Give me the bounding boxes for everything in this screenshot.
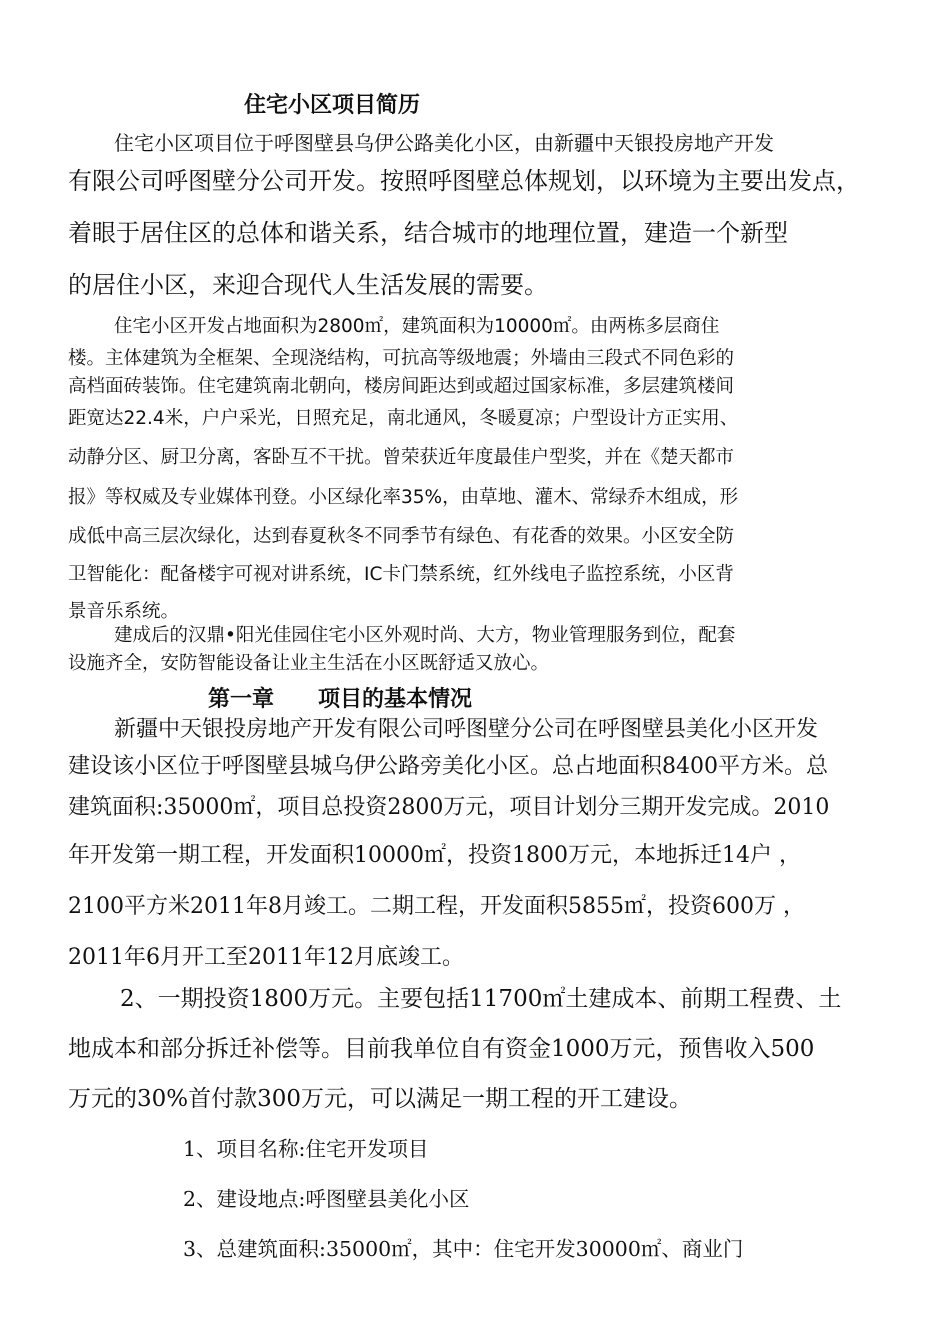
list-item: 2、建设地点:呼图壁县美化小区 bbox=[183, 1187, 470, 1211]
intro-line: 的居住小区，来迎合现代人生活发展的需要。 bbox=[68, 271, 548, 299]
list-item: 3、总建筑面积:35000㎡，其中：住宅开发30000㎡、商业门 bbox=[183, 1237, 744, 1261]
chapter-line: 建设该小区位于呼图壁县城乌伊公路旁美化小区。总占地面积8400平方米。总 bbox=[68, 754, 828, 779]
completion-paragraph bbox=[68, 622, 735, 678]
description-line: 景音乐系统。 bbox=[68, 601, 180, 622]
list-item: 1、项目名称:住宅开发项目 bbox=[183, 1137, 429, 1161]
chapter-paragraph bbox=[68, 712, 829, 984]
project-info-list bbox=[183, 1124, 743, 1274]
investment-line: 万元的30%首付款300万元，可以满足一期工程的开工建设。 bbox=[68, 1086, 693, 1112]
description-line: 住宅小区开发占地面积为2800㎡，建筑面积为10000㎡。由两栋多层商住 bbox=[114, 316, 720, 337]
description-line: 报》等权威及专业媒体刊登。小区绿化率35%，由草地、灌木、常绿乔木组成，形 bbox=[68, 487, 739, 508]
investment-line: 2、一期投资1800万元。主要包括11700㎡土建成本、前期工程费、土 bbox=[120, 986, 842, 1012]
description-paragraph bbox=[68, 310, 738, 630]
investment-line: 地成本和部分拆迁补偿等。目前我单位自有资金1000万元，预售收入500 bbox=[68, 1036, 815, 1062]
intro-line: 着眼于居住区的总体和谐关系，结合城市的地理位置，建造一个新型 bbox=[68, 219, 788, 247]
description-line: 距宽达22.4米，户户采光，日照充足，南北通风，冬暖夏凉；户型设计方正实用、 bbox=[68, 408, 739, 429]
investment-paragraph bbox=[68, 974, 841, 1124]
chapter-title: 第一章 项目的基本情况 bbox=[208, 686, 473, 712]
chapter-line: 2011年6月开工至2011年12月底竣工。 bbox=[68, 945, 464, 970]
completion-line: 建成后的汉鼎•阳光佳园住宅小区外观时尚、大方，物业管理服务到位，配套 bbox=[114, 625, 736, 646]
completion-line: 设施齐全，安防智能设备让业主生活在小区既舒适又放心。 bbox=[68, 653, 550, 674]
chapter-line: 2100平方米2011年8月竣工。二期工程，开发面积5855㎡，投资600万 ， bbox=[68, 894, 805, 919]
description-line: 楼。主体建筑为全框架、全现浇结构，可抗高等级地震；外墙由三段式不同色彩的 bbox=[68, 348, 735, 369]
description-line: 动静分区、厨卫分离，客卧互不干扰。曾荣获近年度最佳户型奖，并在《楚天都市 bbox=[68, 447, 735, 468]
intro-paragraph bbox=[68, 124, 860, 304]
chapter-line: 新疆中天银投房地产开发有限公司呼图壁分公司在呼图壁县美化小区开发 bbox=[114, 717, 819, 742]
intro-line: 住宅小区项目位于呼图壁县乌伊公路美化小区，由新疆中天银投房地产开发 bbox=[114, 131, 774, 155]
description-line: 卫智能化：配备楼宇可视对讲系统，IC卡门禁系统，红外线电子监控系统，小区背 bbox=[68, 564, 734, 585]
document-title: 住宅小区项目简历 bbox=[244, 92, 421, 118]
description-line: 成低中高三层次绿化，达到春夏秋冬不同季节有绿色、有花香的效果。小区安全防 bbox=[68, 526, 735, 547]
chapter-line: 年开发第一期工程，开发面积10000㎡，投资1800万元，本地拆迁14户 ， bbox=[68, 843, 801, 868]
chapter-line: 建筑面积:35000㎡，项目总投资2800万元，项目计划分三期开发完成。2010 bbox=[68, 795, 830, 820]
description-line: 高档面砖装饰。住宅建筑南北朝向，楼房间距达到或超过国家标准，多层建筑楼间 bbox=[68, 376, 735, 397]
intro-line: 有限公司呼图壁分公司开发。按照呼图壁总体规划，以环境为主要出发点， bbox=[68, 167, 860, 195]
